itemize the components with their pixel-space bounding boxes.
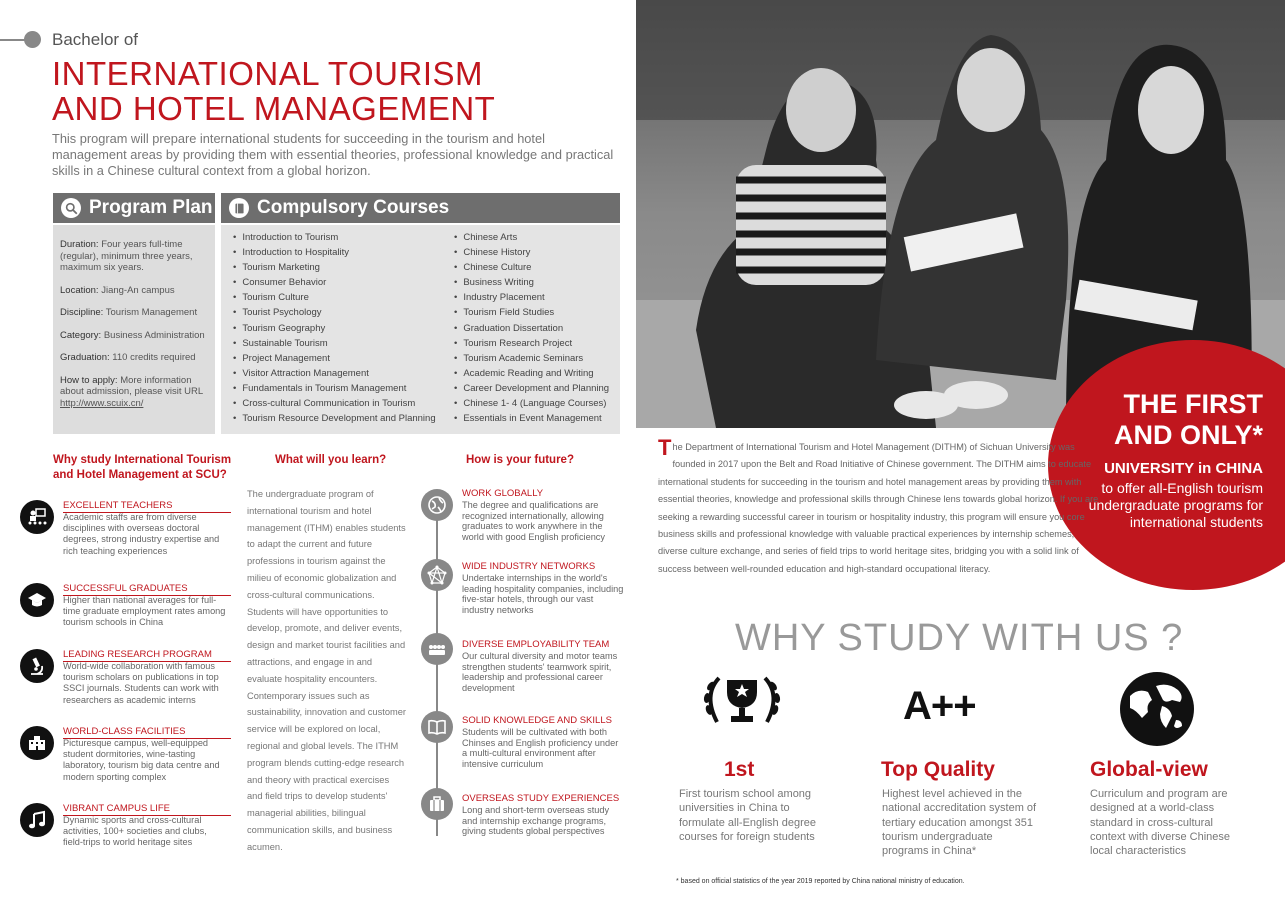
why-heading: Why study International Tourism and Hotel Management at SCU?	[53, 454, 232, 481]
why-item-title: WORLD-CLASS FACILITIES	[63, 726, 231, 739]
suitcase-icon	[421, 788, 453, 820]
drop-cap: T	[658, 435, 672, 460]
course-item: • Industry Placement	[454, 290, 609, 305]
course-item: • Tourism Academic Seminars	[454, 351, 609, 366]
courses-column-b	[454, 230, 609, 434]
globe-icon	[421, 489, 453, 521]
intro-text: This program will prepare international students for succeeding in the tourism and hotel management areas by providing them with essential theories, professional knowledge and practical skills in a Chinese cultural context from a global horizon.	[52, 131, 614, 178]
course-item: • Chinese 1- 4 (Language Courses)	[454, 396, 609, 411]
badge-line-1: THE FIRST	[1123, 389, 1263, 419]
plan-discipline: Discipline: Tourism Management	[60, 307, 198, 318]
graduation-cap-icon	[20, 583, 54, 617]
course-item: • Tourism Culture	[233, 290, 454, 305]
why-item-body: Dynamic sports and cross-cultural activities, 100+ societies and clubs, field-trips to world heritage sites	[63, 815, 207, 848]
department-body: he Department of International Tourism and Hotel Management (DITHM) of Sichuan University was founded in 2017 upon the Belt and Road Initiative of Chinese government. The DITHM aims to educate international students for succeeding in the tourism and hotel management areas by providing them with essential theories, knowledge and professional skills through Chinese lens towards global horizon. If you are seeking a rewarding successful career in tourism or hospitality industry, this program will ensure you core business skills and professional knowledge with valuable practical experiences by internship schemes, diverse culture exchange, and series of field trips to world heritage sites, bridging you with a solid link of success between well-rounded education and high-standard occupational literacy.	[658, 442, 1099, 574]
future-item-title: SOLID KNOWLEDGE AND SKILLS	[462, 715, 612, 726]
why-item-title: VIBRANT CAMPUS LIFE	[63, 803, 231, 816]
future-item-title: WIDE INDUSTRY NETWORKS	[462, 561, 596, 572]
plan-duration: Duration: Four years full-time (regular), minimum three years, maximum six years.	[60, 239, 193, 273]
course-item: • Introduction to Hospitality	[233, 245, 454, 260]
apply-url-link[interactable]: http://www.scuix.cn/	[60, 397, 144, 409]
network-icon	[421, 559, 453, 591]
why-item-body: Picturesque campus, well-equipped student dormitories, wine-tasting laboratory, tourism big data centre and modern sporting complex	[63, 738, 220, 782]
why-item-body: World-wide collaboration with famous tourism scholars on publications in top SSCI journals. Students can work with researchers as academic interns	[63, 661, 219, 705]
plan-location: Location: Jiang-An campus	[60, 284, 175, 296]
why-item-title: LEADING RESEARCH PROGRAM	[63, 649, 231, 662]
book-icon	[421, 711, 453, 743]
future-item-body: Our cultural diversity and motor teams strengthen students' teamwork spirit, leadership and professional career development	[462, 651, 618, 693]
course-item: • Chinese Culture	[454, 260, 609, 275]
badge-line-2: AND ONLY*	[1113, 420, 1263, 450]
page-title-line-2: AND HOTEL MANAGEMENT	[52, 90, 496, 127]
course-item: • Tourism Marketing	[233, 260, 454, 275]
course-item: • Business Writing	[454, 275, 609, 290]
badge-line-4: to offer all-English tourism undergraduate programs for international students	[1088, 480, 1263, 530]
course-item: • Tourism Field Studies	[454, 305, 609, 320]
future-heading: How is your future?	[466, 454, 574, 466]
future-item-body: The degree and qualifications are recognized internationally, allowing graduates to work anywhere in the world with good English proficiency	[462, 500, 605, 542]
world-map-icon	[1118, 670, 1196, 753]
course-item: • Cross-cultural Communication in Tourism	[233, 396, 454, 411]
courses-box	[221, 225, 620, 434]
team-icon	[421, 633, 453, 665]
course-item: • Career Development and Planning	[454, 381, 609, 396]
footnote: * based on official statistics of the year 2019 reported by China national ministry of education.	[676, 878, 965, 885]
course-item: • Chinese History	[454, 245, 609, 260]
future-item-body: Students will be cultivated with both Chinses and English proficiency under a multi-cultural environment after intensive curriculum	[462, 727, 619, 769]
course-item: • Chinese Arts	[454, 230, 609, 245]
course-item: • Fundamentals in Tourism Management	[233, 381, 454, 396]
badge-line-3: UNIVERSITY in CHINA	[1104, 460, 1263, 477]
ws-text-2: Highest level achieved in the national accreditation system of tertiary education amongst 351 tourism undergraduate programs in China*	[882, 788, 1037, 858]
future-item-body: Undertake internships in the world's leading hospitality companies, including five-star hotels, through our vast industry networks	[462, 573, 624, 615]
header-line	[0, 39, 26, 41]
why-item-title: EXCELLENT TEACHERS	[63, 500, 231, 513]
course-item: • Tourism Research Project	[454, 336, 609, 351]
compulsory-courses-title: Compulsory Courses	[257, 197, 450, 218]
why-item-title: SUCCESSFUL GRADUATES	[63, 583, 231, 596]
microscope-icon	[20, 649, 54, 683]
course-item: • Academic Reading and Writing	[454, 366, 609, 381]
future-item-title: DIVERSE EMPLOYABILITY TEAM	[462, 639, 610, 650]
future-item-title: WORK GLOBALLY	[462, 488, 544, 499]
department-text	[658, 435, 1104, 578]
learn-heading: What will you learn?	[275, 454, 387, 466]
a-plus-plus-icon: A++	[903, 684, 976, 728]
future-item-body: Long and short-term overseas study and internship exchange programs, giving students global perspectives	[462, 805, 610, 837]
header-dot	[24, 31, 41, 48]
ws-title-2: Top Quality	[881, 758, 995, 781]
courses-column-a	[233, 230, 454, 434]
learn-text: The undergraduate program of international tourism and hotel management (ITHM) enables students to adapt the current and future professions in tourism against the milieu of economic globalization and cross-cultural communications. Students will have opportunities to develop, promote, and deliver events, design and market tourist facilities and attractions, and engage in and evaluate hospitality encounters. Contemporary issues such as sustainability, innovation and customer service will be explored on local, regional and global levels. The ITHM program blends cutting-edge research and theory with practical exercises and field trips to develop students' managerial abilities, bilingual communication skills, and business acumen.	[247, 489, 406, 852]
why-item-body: Higher than national averages for full-time graduate employment rates among tourism schools in China	[63, 595, 226, 628]
building-icon	[20, 726, 54, 760]
course-item: • Tourism Resource Development and Planning	[233, 411, 454, 426]
course-item: • Project Management	[233, 351, 454, 366]
pre-title: Bachelor of	[52, 30, 138, 49]
ws-text-1: First tourism school among universities in China to formulate all-English degree courses for foreign students	[679, 788, 816, 843]
why-item-body: Academic staffs are from diverse disciplines with overseas doctoral degrees, strong industry expertise and rich teaching experiences	[63, 512, 220, 556]
music-note-icon	[20, 803, 54, 837]
trophy-laurel-icon	[697, 670, 787, 735]
teacher-icon	[20, 500, 54, 534]
course-item: • Consumer Behavior	[233, 275, 454, 290]
course-item: • Essentials in Event Management	[454, 411, 609, 426]
page-title	[52, 56, 495, 126]
future-item-title: OVERSEAS STUDY EXPERIENCES	[462, 793, 620, 804]
course-item: • Graduation Dissertation	[454, 321, 609, 336]
plan-category: Category: Business Administration	[60, 329, 205, 341]
compulsory-courses-bar	[221, 193, 620, 223]
program-plan-title: Program Plan	[89, 197, 213, 218]
course-item: • Tourist Psychology	[233, 305, 454, 320]
course-item: • Tourism Geography	[233, 321, 454, 336]
plan-apply: How to apply: More information about admission, please visit URL http://www.scuix.cn/	[60, 374, 203, 409]
search-icon	[61, 198, 81, 218]
plan-graduation: Graduation: 110 credits required	[60, 352, 196, 363]
course-item: • Sustainable Tourism	[233, 336, 454, 351]
ws-text-3: Curriculum and program are designed at a world-class standard in cross-cultural context with diverse Chinese local characteristics	[1090, 788, 1231, 858]
course-item: • Visitor Attraction Management	[233, 366, 454, 381]
why-study-heading: WHY STUDY WITH US ?	[735, 617, 1184, 659]
course-item: • Introduction to Tourism	[233, 230, 454, 245]
timeline-line	[436, 496, 438, 836]
ws-title-3: Global-view	[1090, 758, 1208, 781]
program-plan-bar	[53, 193, 215, 223]
book-stack-icon	[229, 198, 249, 218]
ws-title-1: 1st	[724, 758, 755, 781]
program-plan-box	[53, 225, 215, 434]
page-title-line-1: INTERNATIONAL TOURISM	[52, 55, 483, 92]
